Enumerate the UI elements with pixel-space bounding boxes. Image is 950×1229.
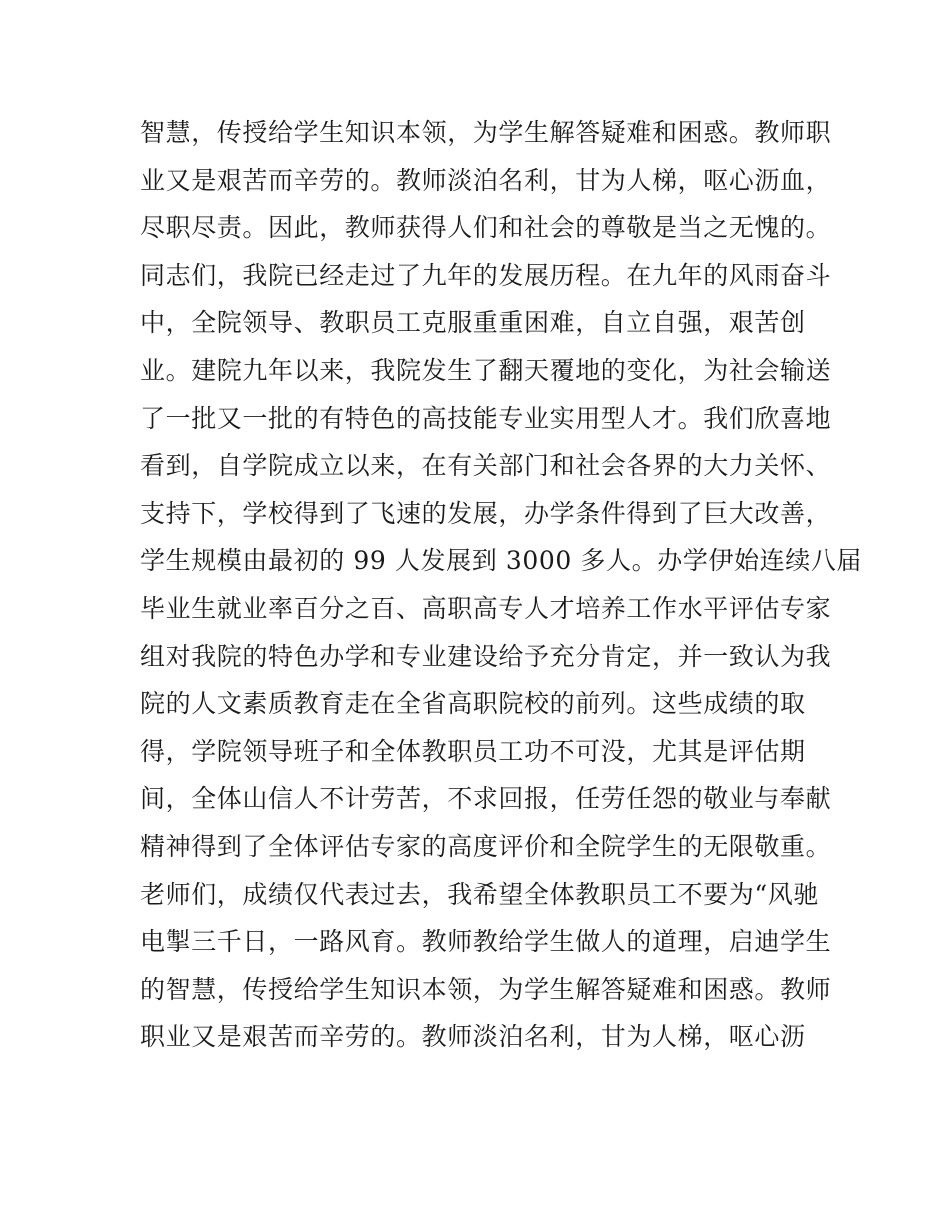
text-line: 业。建院九年以来，我院发生了翻天覆地的变化，为社会输送 <box>140 355 832 385</box>
text-line: 精神得到了全体评估专家的高度评价和全院学生的无限敬重。 <box>140 831 832 861</box>
text-line: 间，全体山信人不计劳苦，不求回报，任劳任怨的敬业与奉献 <box>140 784 832 814</box>
text-line: 了一批又一批的有特色的高技能专业实用型人才。我们欣喜地 <box>140 403 832 433</box>
text-line: 中，全院领导、教职员工克服重重困难，自立自强，艰苦创 <box>140 308 806 338</box>
text-line: 的智慧，传授给学生知识本领，为学生解答疑难和困惑。教师 <box>140 974 832 1004</box>
text-line: 学生规模由最初的 99 人发展到 3000 多人。办学伊始连续八届 <box>140 546 863 576</box>
text-line: 智慧，传授给学生知识本领，为学生解答疑难和困惑。教师职 <box>140 118 832 147</box>
text-line: 得，学院领导班子和全体教职员工功不可没，尤其是评估期 <box>140 736 806 766</box>
text-line: 尽职尽责。因此，教师获得人们和社会的尊敬是当之无愧的。 <box>140 213 832 243</box>
text-line: 业又是艰苦而辛劳的。教师淡泊名利，甘为人梯，呕心沥血， <box>140 165 832 195</box>
text-line: 组对我院的特色办学和专业建设给予充分肯定，并一致认为我 <box>140 641 832 671</box>
text-line: 看到，自学院成立以来，在有关部门和社会各界的大力关怀、 <box>140 451 832 481</box>
text-line: 支持下，学校得到了飞速的发展，办学条件得到了巨大改善， <box>140 498 832 528</box>
text-line: 同志们，我院已经走过了九年的发展历程。在九年的风雨奋斗 <box>140 260 832 290</box>
text-line: 老师们，成绩仅代表过去，我希望全体教职员工不要为“风驰 <box>140 879 819 909</box>
text-line: 毕业生就业率百分之百、高职高专人才培养工作水平评估专家 <box>140 593 832 623</box>
body-text <box>140 109 863 1061</box>
text-line: 电掣三千日，一路风育。教师教给学生做人的道理，启迪学生 <box>140 927 832 957</box>
text-line: 院的人文素质教育走在全省高职院校的前列。这些成绩的取 <box>140 689 806 719</box>
text-line: 职业又是艰苦而辛劳的。教师淡泊名利，甘为人梯，呕心沥 <box>140 1022 806 1052</box>
